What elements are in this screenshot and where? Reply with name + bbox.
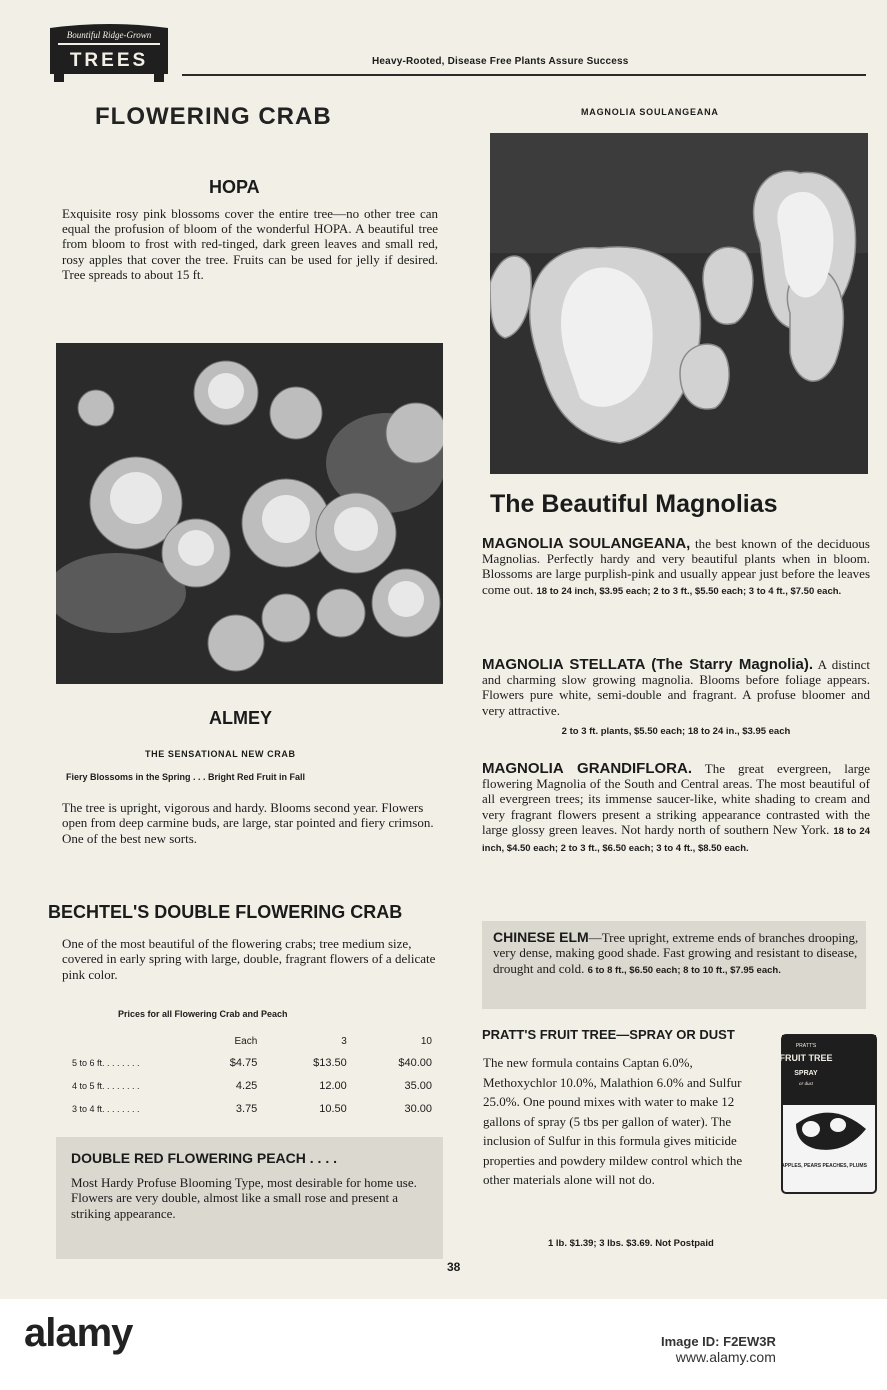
price-table — [72, 1031, 432, 1120]
col-each: Each — [234, 1035, 258, 1047]
magnolia-photo — [490, 133, 868, 474]
table-row: 3 to 4 ft. . . . . . . . 3.75 10.50 30.00 — [72, 1102, 432, 1115]
elm-description: —Tree upright, extreme ends of branches drooping, very dense, making good shade. Fast growing and resistant to disease, drought and cold. — [493, 930, 859, 976]
page-number: 38 — [447, 1260, 461, 1274]
header-tagline: Heavy-Rooted, Disease Free Plants Assure Success — [372, 56, 629, 67]
peach-box — [56, 1137, 443, 1259]
magnolia-grandiflora-entry — [482, 761, 870, 856]
can-line2: SPRAY — [794, 1070, 818, 1077]
bechtel-heading: BECHTEL'S DOUBLE FLOWERING CRAB — [48, 902, 403, 922]
chinese-elm-entry — [493, 930, 859, 978]
elm-name: CHINESE ELM — [493, 929, 589, 945]
page-title: FLOWERING CRAB — [95, 103, 332, 130]
price-table-header — [72, 1031, 432, 1051]
stellata-prices: 2 to 3 ft. plants, $5.50 each; 18 to 24 in., $3.95 each — [561, 726, 791, 737]
footer-info — [661, 1334, 776, 1365]
peach-heading: DOUBLE RED FLOWERING PEACH . . . . — [71, 1150, 338, 1166]
grandiflora-description: The great evergreen, large flowering Magnolia of the South and Central areas. The most beautiful of all evergreen trees; its immense saucer-like, white shading to cream and very fragrant flowers present a striking appearance contrasted with the large glossy green leaves. Not hardy north of southern New York. — [482, 761, 870, 837]
hopa-heading: HOPA — [209, 177, 260, 197]
grandiflora-name: MAGNOLIA GRANDIFLORA. — [482, 760, 693, 777]
peach-description: Most Hardy Profuse Blooming Type, most desirable for home use. Flowers are very double, almost like a small rose and present a striking appearance. — [71, 1175, 417, 1221]
header-rule — [182, 74, 866, 76]
magnolias-heading: The Beautiful Magnolias — [490, 490, 778, 518]
almey-tagline: Fiery Blossoms in the Spring . . . Bright Red Fruit in Fall — [66, 772, 306, 782]
magnolia-photo-caption: MAGNOLIA SOULANGEANA — [581, 107, 719, 117]
pratt-heading: PRATT'S FRUIT TREE—SPRAY OR DUST — [482, 1027, 735, 1042]
pratt-description: The new formula contains Captan 6.0%, Methoxychlor 10.0%, Malathion 6.0% and Sulfur 25.0%. One pound mixes with water to make 12 gallons of spray (5 tbs per gallon of water). The inclusion of Sulfur in this formula gives miticide properties and powdery mildew control which the other materials alone will not do. — [483, 1055, 743, 1187]
col-three: 3 — [341, 1035, 347, 1047]
flowering-crab-photo — [56, 343, 443, 684]
table-row: 4 to 5 ft. . . . . . . . 4.25 12.00 35.00 — [72, 1079, 432, 1092]
bountiful-ridge-logo — [44, 20, 174, 84]
elm-prices: 6 to 8 ft., $6.50 each; 8 to 10 ft., $7.95 each. — [587, 964, 781, 976]
chinese-elm-box — [482, 921, 866, 1009]
can-line1: FRUIT TREE — [779, 1053, 833, 1063]
soulangeana-name: MAGNOLIA SOULANGEANA, — [482, 535, 691, 552]
table-row: 5 to 6 ft. . . . . . . . $4.75 $13.50 $40.00 — [72, 1056, 432, 1069]
almey-subheading: THE SENSATIONAL NEW CRAB — [145, 749, 296, 759]
almey-description: The tree is upright, vigorous and hardy. Blooms second year. Flowers open from deep carmine buds, are large, star pointed and fiery crimson. One of the best new sorts. — [62, 800, 434, 846]
bechtel-description: One of the most beautiful of the flowering crabs; tree medium size, covered in early spring with large, double, fragrant flowers of a delicate pink color. — [62, 936, 436, 982]
soulangeana-description: the best known of the deciduous Magnolias. Perfectly hardy and very beautiful plants when in bloom. Blossoms are large purplish-pink and usually appear just before the leaves come out. — [482, 536, 870, 597]
footer-site: www.alamy.com — [675, 1349, 776, 1365]
can-label: APPLES, PEARS PEACHES, PLUMS — [781, 1163, 867, 1169]
almey-heading: ALMEY — [209, 708, 272, 728]
price-table-caption: Prices for all Flowering Crab and Peach — [118, 1009, 288, 1019]
spray-can-illustration — [776, 1029, 882, 1197]
soulangeana-prices: 18 to 24 inch, $3.95 each; 2 to 3 ft., $5.50 each; 3 to 4 ft., $7.50 each. — [536, 585, 842, 597]
logo-top-text: Bountiful Ridge-Grown — [66, 30, 152, 40]
hopa-description: Exquisite rosy pink blossoms cover the entire tree—no other tree can equal the profusion of bloom of the wonderful HOPA. A beautiful tree from bloom to frost with red-tinged, dark green leaves and small red, rosy apples that cover the tree. Fruits can be used for jelly if desired. Tree spreads to about 15 ft. — [62, 206, 438, 282]
alamy-logo: alamy — [24, 1311, 133, 1355]
col-ten: 10 — [420, 1035, 432, 1047]
logo-main-text: TREES — [69, 50, 149, 71]
stellata-description: A distinct and charming slow growing magnolia. Blooms before foliage appears. Flowers pure white, semi-double and fragrant. A profuse bloomer and very attractive. — [482, 657, 871, 718]
can-line3: or dust — [798, 1082, 814, 1087]
can-brand: PRATT'S — [795, 1043, 817, 1049]
magnolia-stellata-entry — [482, 657, 870, 718]
magnolia-soulangeana-entry — [482, 536, 870, 599]
grandiflora-prices: 18 to 24 inch, $4.50 each; 2 to 3 ft., $6.50 each; 3 to 4 ft., $8.50 each. — [482, 825, 870, 855]
pratt-prices: 1 lb. $1.39; 3 lbs. $3.69. Not Postpaid — [548, 1238, 714, 1249]
image-id: Image ID: F2EW3R — [661, 1334, 776, 1349]
stellata-name: MAGNOLIA STELLATA (The Starry Magnolia). — [482, 656, 814, 673]
